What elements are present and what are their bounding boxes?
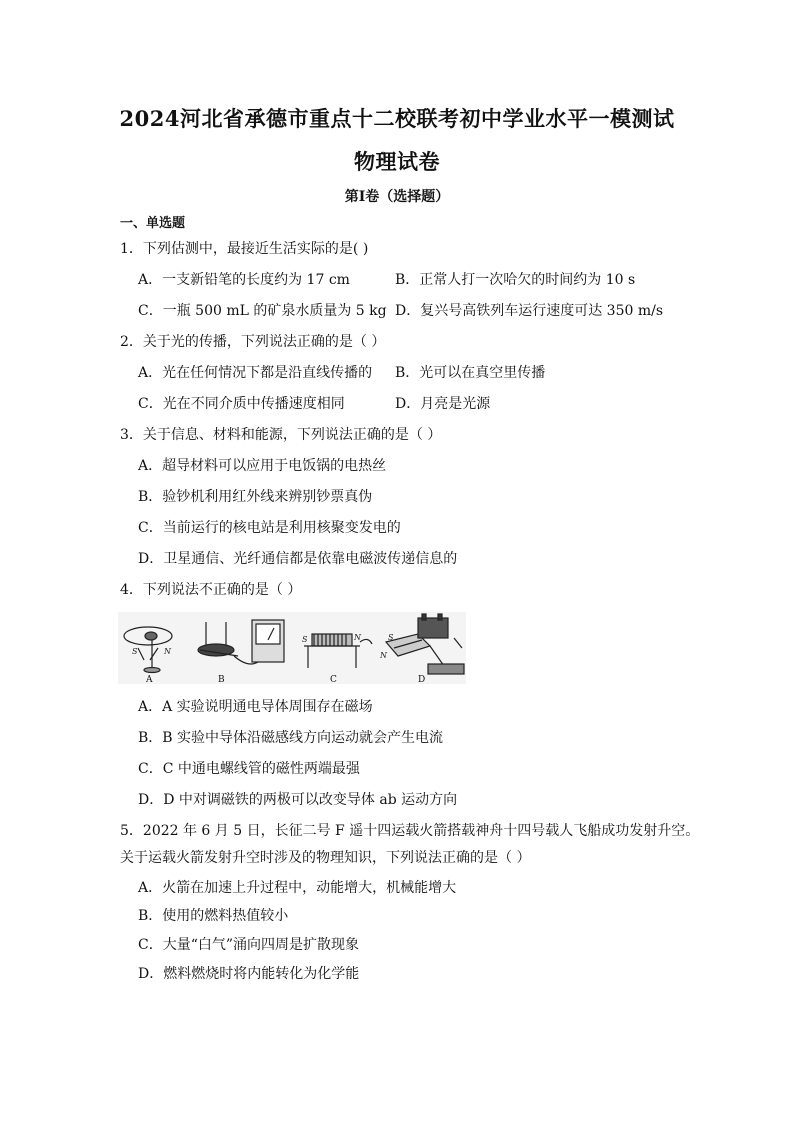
question-2-option-b: B．光可以在真空里传播 [395,365,546,381]
question-3-option-d: D．卫星通信、光纤通信都是依靠电磁波传递信息的 [138,551,458,567]
question-1-option-d: D．复兴号高铁列车运行速度可达 350 m/s [395,303,664,319]
volume-heading: 第I卷（选择题） [344,189,450,205]
question-3-option-c: C．当前运行的核电站是利用核聚变发电的 [138,520,401,536]
label-n-c: N [354,633,361,642]
question-5-option-d: D．燃料燃烧时将内能转化为化学能 [138,966,360,982]
question-3-option-b: B．验钞机利用红外线来辨别钞票真伪 [138,489,373,505]
label-n-d: N [380,651,387,660]
question-2-option-c: C．光在不同介质中传播速度相同 [138,396,345,412]
question-5-option-b: B．使用的燃料热值较小 [138,908,289,924]
question-4-option-b: B．B 实验中导体沿磁感线方向运动就会产生电流 [138,730,444,746]
figure-label-b: B [218,675,225,684]
question-4-option-d: D．D 中对调磁铁的两极可以改变导体 ab 运动方向 [138,792,458,808]
question-2-stem: 2．关于光的传播，下列说法正确的是（ ） [120,334,386,350]
experiment-diagram [118,612,466,684]
figure-label-d: D [418,675,426,684]
question-5-option-a: A．火箭在加速上升过程中，动能增大，机械能增大 [138,880,457,896]
label-s-d: S [388,633,394,642]
question-3-stem: 3．关于信息、材料和能源，下列说法正确的是（ ） [120,427,442,443]
question-5-option-c: C．大量“白气”涌向四周是扩散现象 [138,937,360,953]
question-2-option-a: A．光在任何情况下都是沿直线传播的 [138,365,373,381]
label-s-a: S [132,647,138,656]
figure-label-a: A [146,675,153,684]
question-1-option-b: B．正常人打一次哈欠的时间约为 10 s [395,272,636,288]
label-s-c: S [302,635,308,644]
question-4-stem: 4．下列说法不正确的是（ ） [120,582,302,598]
section-heading: 一、单选题 [120,216,186,231]
exam-title: 2024河北省承德市重点十二校联考初中学业水平一模测试 [119,106,675,131]
question-2-option-d: D．月亮是光源 [395,396,491,412]
figure-label-c: C [330,675,337,684]
question-5-stem: 5．2022 年 6 月 5 日，长征二号 F 遥十四运载火箭搭载神舟十四号载人飞船成功发射升空。 [120,823,700,839]
question-5-stem-continued: 关于运载火箭发射升空时涉及的物理知识，下列说法正确的是（ ） [120,850,531,866]
question-1-option-a: A．一支新铅笔的长度约为 17 cm [138,272,350,288]
question-1-option-c: C．一瓶 500 mL 的矿泉水质量为 5 kg [138,303,387,319]
question-3-option-a: A．超导材料可以应用于电饭锅的电热丝 [138,458,387,474]
label-n-a: N [164,647,171,656]
question-1-stem: 1．下列估测中，最接近生活实际的是( ) [120,241,369,257]
exam-subtitle: 物理试卷 [354,149,440,174]
experiment-figure [118,612,466,684]
question-4-option-c: C．C 中通电螺线管的磁性两端最强 [138,761,360,777]
question-4-option-a: A．A 实验说明通电导体周围存在磁场 [138,699,373,715]
